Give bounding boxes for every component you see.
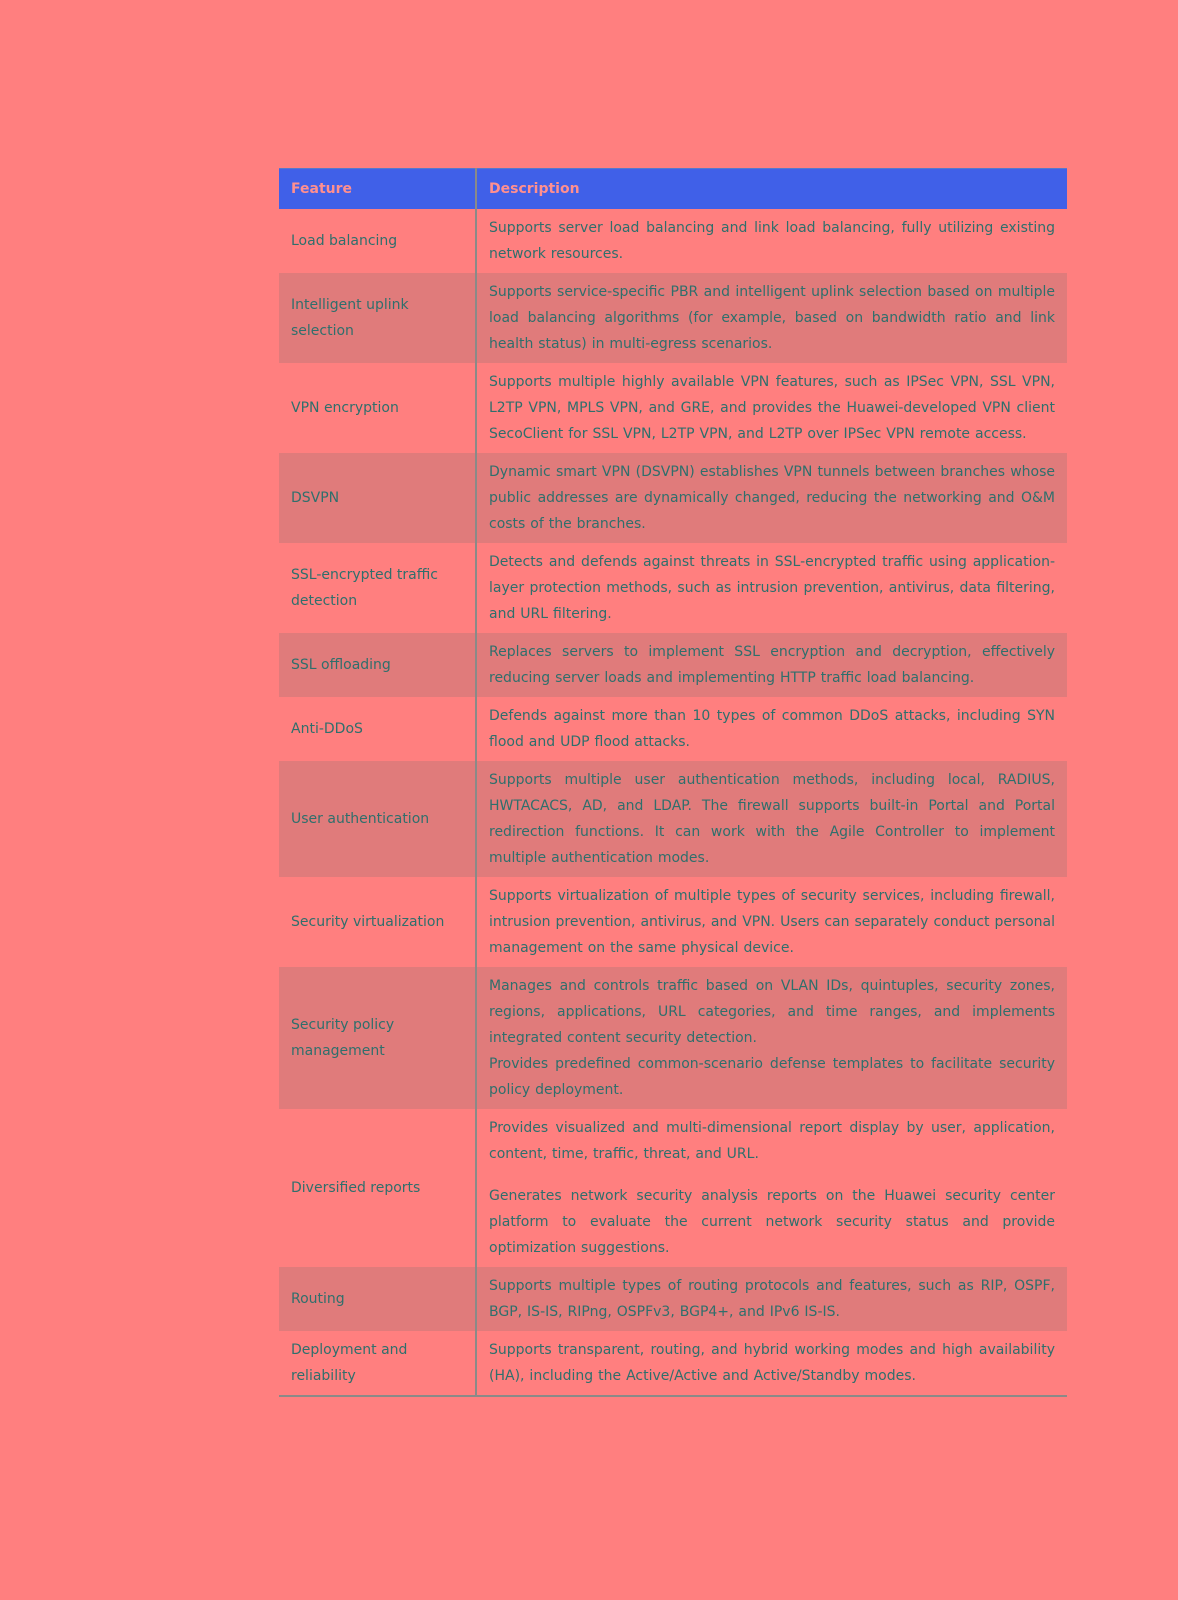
feature-cell: Deployment and reliability (279, 1331, 476, 1396)
table-row (279, 363, 1067, 453)
description-cell (476, 877, 1067, 967)
feature-table (279, 168, 1067, 1397)
description-paragraph: Detects and defends against threats in SSL-encrypted traffic using application-layer protection methods, such as intrusion prevention, antivirus, data filtering, and URL filtering. (489, 554, 1055, 622)
feature-cell: VPN encryption (279, 363, 476, 453)
table-row (279, 1331, 1067, 1396)
feature-cell: Security policy management (279, 967, 476, 1109)
description-cell (476, 1331, 1067, 1396)
description-paragraph: Replaces servers to implement SSL encryption and decryption, effectively reducing server loads and implementing HTTP traffic load balancing. (489, 644, 1055, 686)
description-paragraph: Provides predefined common-scenario defense templates to facilitate security policy deployment. (489, 1056, 1055, 1098)
description-paragraph: Manages and controls traffic based on VLAN IDs, quintuples, security zones, regions, applications, URL categories, and time ranges, and implements integrated content security detection. (489, 978, 1055, 1046)
description-cell (476, 633, 1067, 697)
table-row (279, 697, 1067, 761)
description-cell (476, 273, 1067, 363)
feature-cell: SSL-encrypted traffic detection (279, 543, 476, 633)
table-row (279, 633, 1067, 697)
description-paragraph: Supports multiple types of routing protocols and features, such as RIP, OSPF, BGP, IS-IS, RIPng, OSPFv3, BGP4+, and IPv6 IS-IS. (489, 1278, 1055, 1320)
header-row (279, 169, 1067, 210)
table-row (279, 1267, 1067, 1331)
description-cell (476, 453, 1067, 543)
description-cell (476, 761, 1067, 877)
description-cell (476, 543, 1067, 633)
description-cell (476, 967, 1067, 1109)
description-cell (476, 363, 1067, 453)
feature-cell: Diversified reports (279, 1109, 476, 1267)
description-paragraph: Supports virtualization of multiple types of security services, including firewall, intrusion prevention, antivirus, and VPN. Users can separately conduct personal management on the same physical device. (489, 888, 1055, 956)
table-row (279, 273, 1067, 363)
description-paragraph: Provides visualized and multi-dimensional report display by user, application, content, time, traffic, threat, and URL. (489, 1120, 1055, 1162)
table-row (279, 761, 1067, 877)
description-cell (476, 209, 1067, 273)
header-description: Description (476, 169, 1067, 210)
feature-cell: SSL offloading (279, 633, 476, 697)
table-header (279, 169, 1067, 210)
feature-cell: Intelligent uplink selection (279, 273, 476, 363)
description-paragraph: Defends against more than 10 types of common DDoS attacks, including SYN flood and UDP flood attacks. (489, 708, 1055, 750)
table-row (279, 877, 1067, 967)
description-cell (476, 1109, 1067, 1267)
table-row (279, 967, 1067, 1109)
table-row (279, 209, 1067, 273)
description-paragraph: Supports server load balancing and link load balancing, fully utilizing existing network resources. (489, 220, 1055, 262)
table-row (279, 1109, 1067, 1267)
feature-cell: Security virtualization (279, 877, 476, 967)
table-row (279, 543, 1067, 633)
feature-cell: Load balancing (279, 209, 476, 273)
description-paragraph: Supports multiple user authentication methods, including local, RADIUS, HWTACACS, AD, and LDAP. The firewall supports built-in Portal and Portal redirection functions. It can work with the Agile Controller to implement multiple authentication modes. (489, 772, 1055, 866)
feature-cell: User authentication (279, 761, 476, 877)
feature-cell: Anti-DDoS (279, 697, 476, 761)
description-paragraph: Supports transparent, routing, and hybrid working modes and high availability (HA), including the Active/Active and Active/Standby modes. (489, 1342, 1055, 1384)
feature-cell: DSVPN (279, 453, 476, 543)
table-body (279, 209, 1067, 1396)
header-feature: Feature (279, 169, 476, 210)
table-row (279, 453, 1067, 543)
description-paragraph: Supports multiple highly available VPN features, such as IPSec VPN, SSL VPN, L2TP VPN, MPLS VPN, and GRE, and provides the Huawei-developed VPN client SecoClient for SSL VPN, L2TP VPN, and L2TP over IPSec VPN remote access. (489, 374, 1055, 442)
description-cell (476, 1267, 1067, 1331)
description-paragraph: Dynamic smart VPN (DSVPN) establishes VPN tunnels between branches whose public addresses are dynamically changed, reducing the networking and O&M costs of the branches. (489, 464, 1055, 532)
description-paragraph: Generates network security analysis reports on the Huawei security center platform to evaluate the current network security status and provide optimization suggestions. (489, 1188, 1055, 1256)
feature-cell: Routing (279, 1267, 476, 1331)
description-cell (476, 697, 1067, 761)
description-paragraph: Supports service-specific PBR and intelligent uplink selection based on multiple load balancing algorithms (for example, based on bandwidth ratio and link health status) in multi-egress scenarios. (489, 284, 1055, 352)
